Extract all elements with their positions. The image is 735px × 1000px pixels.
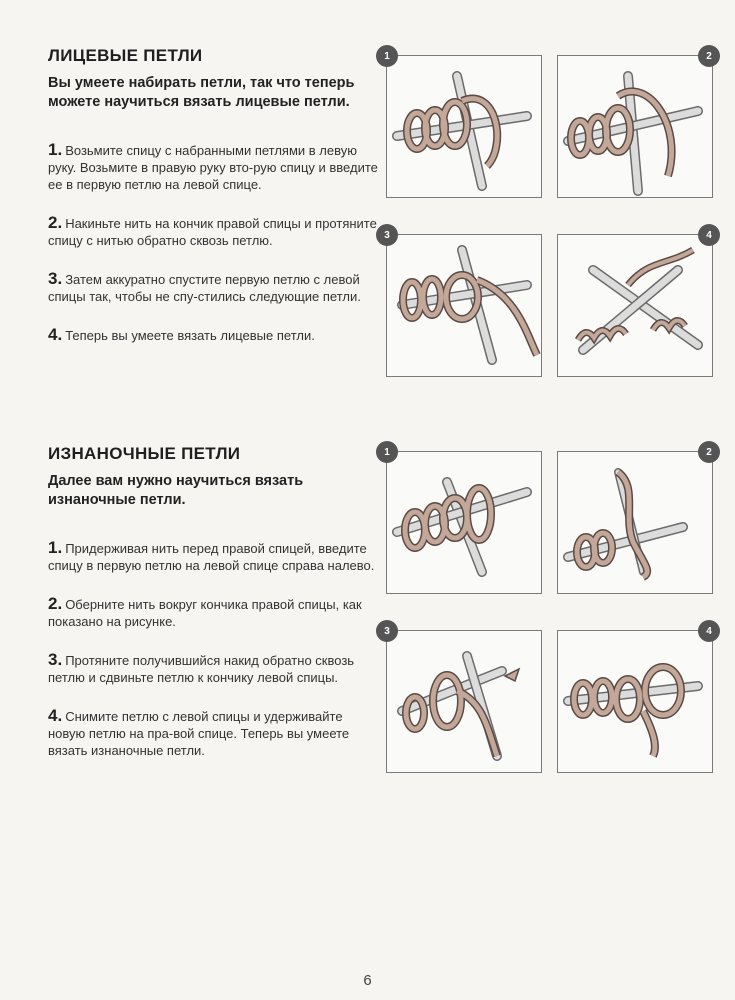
step-number: 2. (48, 594, 63, 613)
step-text: Снимите петлю с левой спицы и удерживайте новую петлю на пра-вой спице. Теперь вы умеете вязать изнаночные петли. (48, 709, 350, 758)
step-number: 4. (48, 325, 63, 344)
knitting-needles-icon (558, 631, 714, 774)
step-text: Затем аккуратно спустите первую петлю с левой спицы так, чтобы не спу-стились следующие петли. (48, 272, 361, 304)
knit-intro: Вы умеете набирать петли, так что теперь можете научиться вязать лицевые петли. (48, 75, 355, 110)
knitting-needles-icon (387, 235, 543, 378)
step-number: 1. (48, 538, 63, 557)
knit-section (48, 46, 378, 365)
step-number: 3. (48, 650, 63, 669)
step-badge-1: 1 (376, 441, 398, 463)
step-badge-2: 2 (698, 45, 720, 67)
knit-step-3 (48, 270, 378, 305)
step-badge-4: 4 (698, 224, 720, 246)
purl-step-3 (48, 651, 378, 686)
knitting-needles-icon (387, 452, 543, 595)
knitting-needles-icon (558, 235, 714, 378)
step-badge-1: 1 (376, 45, 398, 67)
purl-intro: Далее вам нужно научиться вязать изнаночные петли. (48, 473, 304, 508)
step-number: 2. (48, 213, 63, 232)
knit-step-4 (48, 326, 378, 344)
knit-step-1 (48, 141, 378, 193)
purl-step-2 (48, 595, 378, 630)
purl-title: ИЗНАНОЧНЫЕ ПЕТЛИ (48, 444, 241, 463)
purl-step-4 (48, 707, 378, 759)
step-number: 4. (48, 706, 63, 725)
step-text: Оберните нить вокруг кончика правой спицы, как показано на рисунке. (48, 597, 362, 629)
knit-illustration-1 (386, 55, 542, 198)
step-badge-2: 2 (698, 441, 720, 463)
step-text: Теперь вы умеете вязать лицевые петли. (65, 328, 315, 343)
purl-illustration-3 (386, 630, 542, 773)
step-text: Накиньте нить на кончик правой спицы и протяните спицу с нитью обратно сквозь петлю. (48, 216, 377, 248)
step-text: Возьмите спицу с набранными петлями в левую руку. Возьмите в правую руку вто-рую спицу и введите ее в первую петлю на левой спице. (48, 143, 378, 192)
step-number: 3. (48, 269, 63, 288)
knitting-needles-icon (387, 56, 543, 199)
knitting-needles-icon (558, 452, 714, 595)
purl-illustration-4 (557, 630, 713, 773)
step-number: 1. (48, 140, 63, 159)
knit-title: ЛИЦЕВЫЕ ПЕТЛИ (48, 46, 203, 65)
page-number: 6 (363, 972, 372, 989)
step-badge-3: 3 (376, 224, 398, 246)
knit-illustration-2 (557, 55, 713, 198)
knit-illustration-4 (557, 234, 713, 377)
purl-illustration-2 (557, 451, 713, 594)
purl-illustration-1 (386, 451, 542, 594)
step-text: Придерживая нить перед правой спицей, введите спицу в первую петлю на левой спице справа налево. (48, 541, 375, 573)
knit-step-2 (48, 214, 378, 249)
step-badge-3: 3 (376, 620, 398, 642)
purl-step-1 (48, 539, 378, 574)
purl-section (48, 444, 378, 780)
arrow-icon (505, 669, 519, 681)
knit-illustration-3 (386, 234, 542, 377)
knitting-needles-icon (387, 631, 543, 774)
step-badge-4: 4 (698, 620, 720, 642)
knitting-needles-icon (558, 56, 714, 199)
step-text: Протяните получившийся накид обратно сквозь петлю и сдвиньте петлю к кончику левой спицы. (48, 653, 355, 685)
